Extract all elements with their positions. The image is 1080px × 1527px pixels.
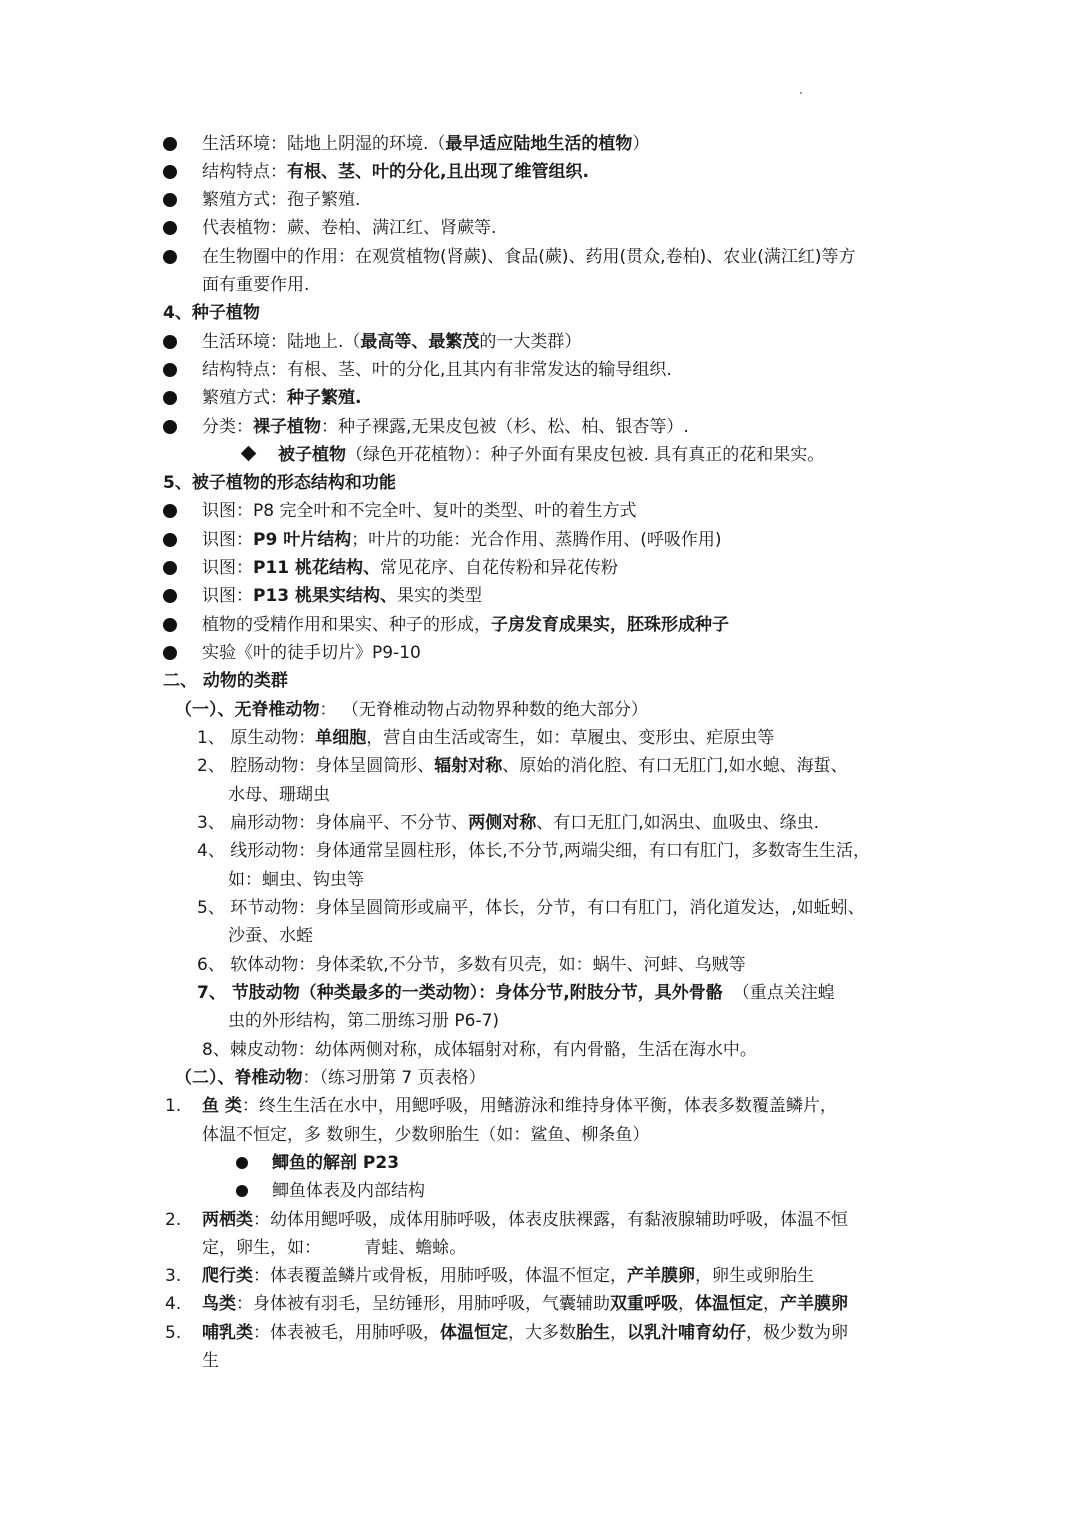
bullet-icon [163, 504, 177, 518]
bullet-icon [163, 561, 177, 575]
item-text: 2、 腔肠动物：身体呈圆筒形、 [197, 756, 435, 776]
item-text: 6、 软体动物：身体柔软,不分节，多数有贝壳，如：蜗牛、河蚌、乌贼等 [197, 955, 746, 975]
item-text: ：身体被有羽毛，呈纺锤形，用肺呼吸，气囊辅助 [236, 1294, 610, 1314]
bullet-icon [163, 363, 177, 377]
heading-text: 二、 动物的类群 [163, 671, 288, 691]
item-text: ：体表被毛，用肺呼吸， [253, 1323, 440, 1343]
item-text: 8、棘皮动物：幼体两侧对称，成体辐射对称，有内骨骼，生活在海水中。 [202, 1040, 757, 1060]
bullet-icon [163, 533, 177, 547]
bullet-icon [163, 221, 177, 235]
bullet-icon [163, 165, 177, 179]
item-text: ，卵生或卵胎生 [695, 1266, 814, 1286]
bullet-icon [163, 193, 177, 207]
item-text: ： （无脊椎动物占动物界种数的绝大部分） [319, 700, 648, 720]
item-text: ） [632, 134, 650, 154]
heading-text: （一）、无脊椎动物 [175, 700, 320, 720]
emphasis-text: 哺乳类 [202, 1323, 253, 1343]
emphasis-text: 种子繁殖. [287, 388, 362, 408]
item-text: 的一大类群） [479, 332, 582, 352]
heading-text: 5、被子植物的形态结构和功能 [163, 473, 396, 493]
emphasis-text: 最高等、最繁茂 [360, 332, 480, 352]
item-text: 分类： [202, 417, 253, 437]
bullet-icon [163, 646, 177, 660]
item-text: ：终生生活在水中，用鳃呼吸，用鳍游泳和维持身体平衡，体表多数覆盖鳞片， [241, 1096, 837, 1116]
emphasis-text: 鲫鱼的解剖 P23 [272, 1153, 400, 1173]
item-text: ；叶片的功能：光合作用、蒸腾作用、(呼吸作用) [351, 530, 722, 550]
bullet-icon [236, 1185, 248, 1197]
item-text: ，大多数 [508, 1323, 576, 1343]
item-text: ：种子裸露,无果皮包被（杉、松、柏、银杏等）. [321, 417, 689, 437]
item-text: 生活环境：陆地上.（ [202, 332, 361, 352]
item-text: 如：蛔虫、钩虫等 [228, 870, 364, 890]
item-text: 沙蚕、水蛭 [228, 926, 313, 946]
item-text: ：（练习册第 7 页表格） [302, 1068, 486, 1088]
item-text: 定，卵生，如： 青蛙、蟾蜍。 [202, 1238, 467, 1258]
item-text: 识图： [202, 558, 253, 578]
item-number: 2. [165, 1210, 182, 1230]
item-text: 、原始的消化腔、有口无肛门,如水螅、海蜇、 [502, 756, 848, 776]
item-text: 鲫鱼体表及内部结构 [272, 1181, 425, 1201]
item-text: ， [610, 1323, 627, 1343]
item-text: （绿色开花植物）：种子外面有果皮包被. 具有真正的花和果实。 [346, 445, 825, 465]
emphasis-text: 双重呼吸 [610, 1294, 678, 1314]
item-text: ：幼体用鳃呼吸，成体用肺呼吸，体表皮肤裸露，有黏液腺辅助呼吸，体温不恒 [253, 1210, 848, 1230]
emphasis-text: 产羊膜卵 [780, 1294, 848, 1314]
emphasis-text: 辐射对称 [434, 756, 503, 776]
item-number: 1. [165, 1096, 182, 1116]
emphasis-text: 两栖类 [202, 1210, 253, 1230]
item-text: ， [678, 1294, 695, 1314]
item-text: 生活环境：陆地上阴湿的环境.（ [202, 134, 446, 154]
item-text: 繁殖方式： [202, 388, 287, 408]
item-text: 4、 线形动物：身体通常呈圆柱形，体长,不分节,两端尖细，有口有肛门，多数寄生生活， [197, 841, 871, 861]
item-text: 识图：P8 完全叶和不完全叶、复叶的类型、叶的着生方式 [202, 501, 637, 521]
item-text: 常见花序、自花传粉和异花传粉 [380, 558, 619, 578]
item-text: 繁殖方式：孢子繁殖. [202, 190, 361, 210]
item-text: 果实的类型 [397, 586, 483, 606]
emphasis-text: 有根、茎、叶的分化,且出现了维管组织. [287, 162, 589, 182]
item-text: 5、 环节动物：身体呈圆筒形或扁平，体长，分节，有口有肛门，消化道发达，,如蚯蚓、 [197, 898, 865, 918]
item-text: 识图： [202, 586, 253, 606]
item-text: 面有重要作用. [202, 275, 310, 295]
scan-speck [800, 92, 802, 94]
item-text: ， [763, 1294, 780, 1314]
item-text: 识图： [202, 530, 253, 550]
item-text: ：体表覆盖鳞片或骨板，用肺呼吸，体温不恒定， [253, 1266, 627, 1286]
bullet-icon [163, 250, 177, 264]
emphasis-text: P11 桃花结构、 [253, 558, 381, 578]
item-text: 3、 扁形动物：身体扁平、不分节、 [197, 813, 469, 833]
emphasis-text: 裸子植物 [253, 417, 321, 437]
item-number: 4. [165, 1294, 182, 1314]
emphasis-text: 被子植物 [278, 445, 346, 465]
bullet-icon [163, 618, 177, 632]
emphasis-text: 单细胞 [315, 728, 367, 748]
item-text: 在生物圈中的作用：在观赏植物(肾蕨)、食品(蕨)、药用(贯众,卷柏)、农业(满江红)等方 [202, 247, 856, 267]
item-text: 、有口无肛门,如涡虫、血吸虫、绦虫. [536, 813, 820, 833]
item-text: 生 [202, 1351, 219, 1371]
heading-text: （二）、脊椎动物 [175, 1068, 303, 1088]
item-text: 体温不恒定，多 数卵生，少数卵胎生（如：鲨鱼、柳条鱼） [202, 1125, 650, 1145]
item-text: ，营自由生活或寄生，如：草履虫、变形虫、疟原虫等 [366, 728, 775, 748]
item-number: 5. [165, 1323, 182, 1343]
emphasis-text: 最早适应陆地生活的植物 [445, 134, 633, 154]
item-text: 结构特点： [202, 162, 287, 182]
bullet-icon [163, 420, 177, 434]
item-number: 3. [165, 1266, 182, 1286]
heading-text: 4、种子植物 [163, 303, 260, 323]
emphasis-text: 体温恒定 [440, 1323, 508, 1343]
item-text: （重点关注蝗 [732, 983, 835, 1003]
bullet-icon [163, 137, 177, 151]
bullet-icon [163, 391, 177, 405]
emphasis-text: 产羊膜卵 [627, 1266, 695, 1286]
emphasis-text: 鸟类 [202, 1294, 236, 1314]
emphasis-text: 子房发育成果实，胚珠形成种子 [491, 615, 729, 635]
bullet-icon [236, 1157, 248, 1169]
item-text: 虫的外形结构，第二册练习册 P6-7) [228, 1011, 500, 1031]
item-text: 代表植物：蕨、卷柏、满江红、肾蕨等. [202, 218, 497, 238]
bullet-icon [163, 335, 177, 349]
emphasis-text: 鱼 类 [202, 1096, 242, 1116]
bullet-icon [163, 589, 177, 603]
item-text: 水母、珊瑚虫 [228, 785, 330, 805]
emphasis-text: 以乳汁哺育幼仔 [627, 1323, 746, 1343]
emphasis-text: P13 桃果实结构、 [253, 586, 398, 606]
emphasis-text: 爬行类 [202, 1266, 253, 1286]
emphasis-text: 7、 节肢动物（种类最多的一类动物）：身体分节,附肢分节，具外骨骼 [197, 983, 723, 1003]
emphasis-text: 体温恒定 [695, 1294, 763, 1314]
emphasis-text: 胎生 [576, 1323, 610, 1343]
item-text: ，极少数为卵 [746, 1323, 848, 1343]
item-text: 植物的受精作用和果实、种子的形成， [202, 615, 491, 635]
item-text: 结构特点：有根、茎、叶的分化,且其内有非常发达的输导组织. [202, 360, 672, 380]
diamond-bullet-icon [241, 446, 257, 462]
item-text: 1、 原生动物： [197, 728, 316, 748]
emphasis-text: P9 叶片结构 [253, 530, 352, 550]
emphasis-text: 两侧对称 [468, 813, 537, 833]
item-text: 实验《叶的徒手切片》P9-10 [202, 643, 421, 663]
